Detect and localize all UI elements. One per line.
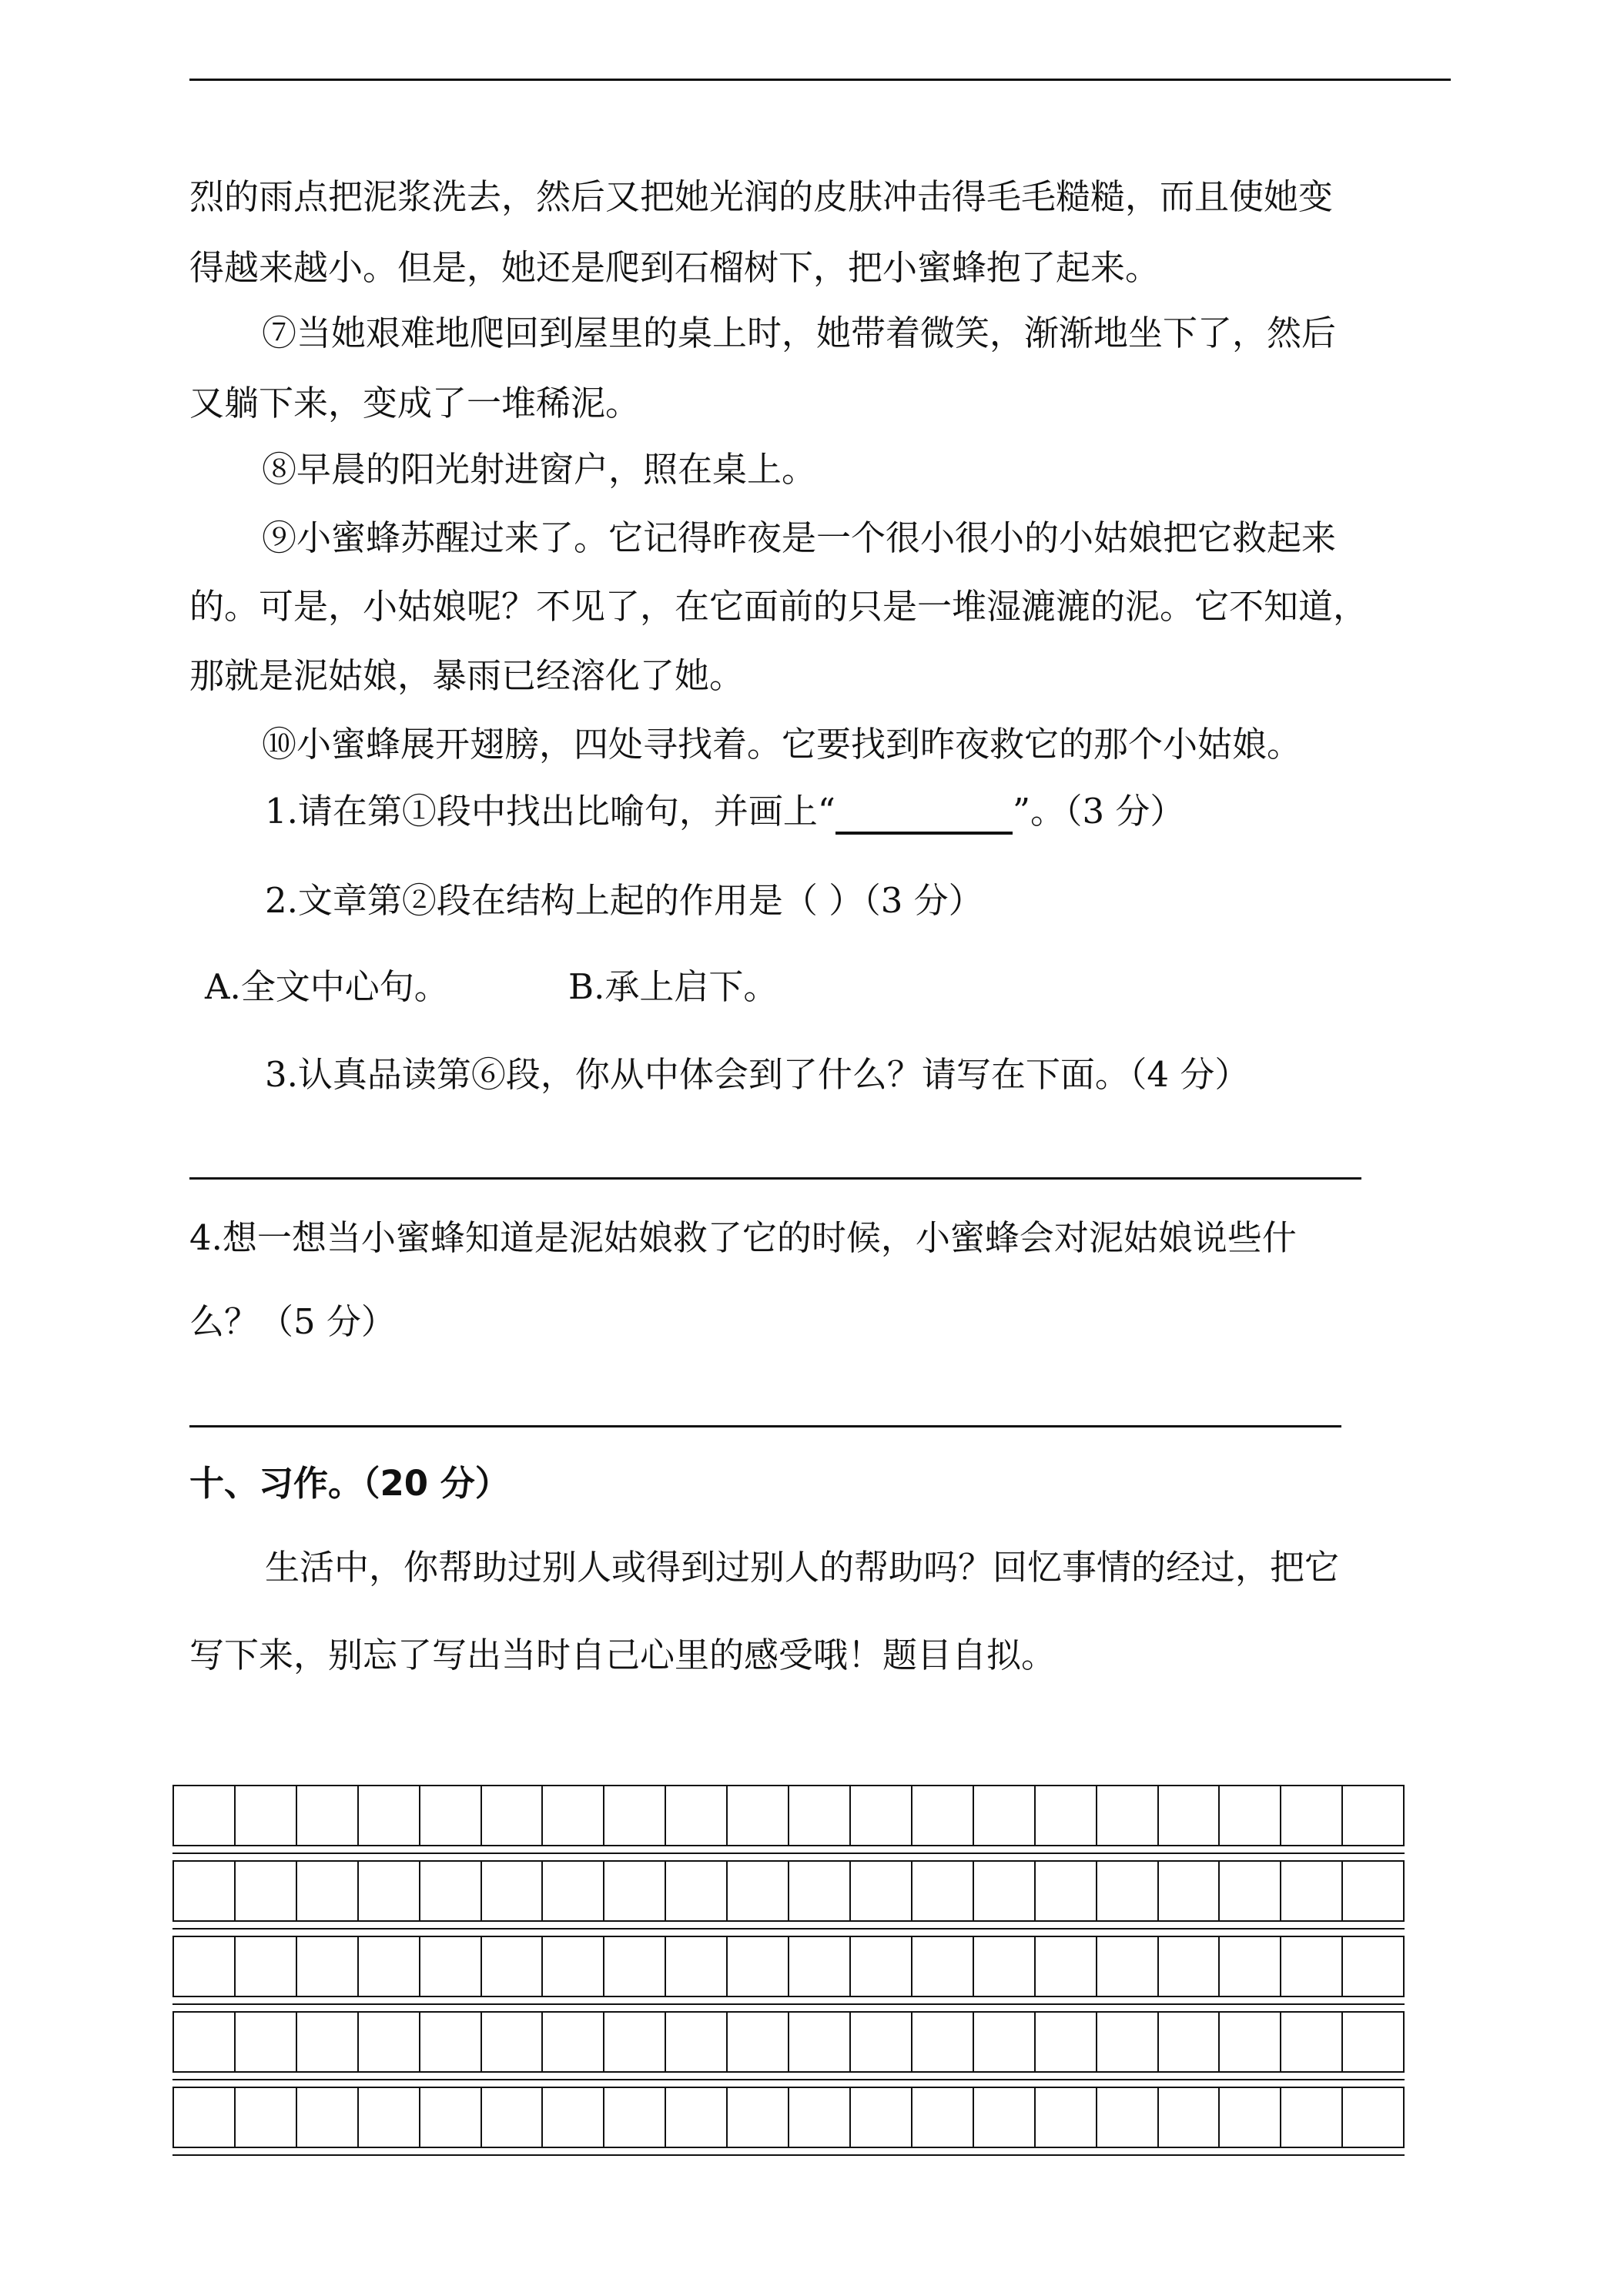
grid-cell[interactable] [974,2013,1036,2071]
underline-sample [835,798,1013,835]
grid-cell[interactable] [1220,1937,1281,1996]
grid-cell[interactable] [482,2088,544,2147]
grid-cell[interactable] [359,2088,420,2147]
grid-cell[interactable] [666,2013,728,2071]
grid-cell[interactable] [420,2088,482,2147]
grid-cell[interactable] [604,1862,666,1920]
grid-row [172,1860,1405,1936]
grid-cell[interactable] [974,2088,1036,2147]
grid-cell[interactable] [1036,2013,1097,2071]
grid-row [172,1785,1405,1860]
grid-cells[interactable] [172,1785,1405,1846]
grid-cell[interactable] [851,1937,912,1996]
grid-cells[interactable] [172,2011,1405,2073]
grid-cell[interactable] [236,1937,297,1996]
grid-cell[interactable] [1220,2013,1281,2071]
question-1 [265,788,1184,835]
grid-cell[interactable] [543,2088,604,2147]
grid-cell[interactable] [420,1862,482,1920]
grid-cell[interactable] [789,2088,851,2147]
grid-cell[interactable] [974,1937,1036,1996]
grid-cell[interactable] [420,1937,482,1996]
grid-cell[interactable] [297,2013,359,2071]
grid-separator [172,2079,1405,2080]
grid-cell[interactable] [1097,1862,1159,1920]
grid-cell[interactable] [1036,2088,1097,2147]
grid-cell[interactable] [1281,1937,1343,1996]
passage-line: 那就是泥姑娘，暴雨已经溶化了她。 [189,655,745,696]
header-rule [189,79,1451,81]
grid-cell[interactable] [1097,2013,1159,2071]
paragraph-7: ⑦当她艰难地爬回到屋里的桌上时，她带着微笑，渐渐地坐下了，然后 [262,313,1337,353]
grid-cell[interactable] [174,1786,236,1845]
grid-separator [172,1928,1405,1930]
question-4: 4.想一想当小蜜蜂知道是泥姑娘救了它的时候，小蜜蜂会对泥姑娘说些什 [189,1217,1297,1258]
grid-cell[interactable] [482,1786,544,1845]
answer-line-q4[interactable] [189,1425,1341,1427]
grid-cells[interactable] [172,2087,1405,2148]
option-b: B.承上启下。 [568,966,779,1007]
grid-cell[interactable] [482,2013,544,2071]
grid-cell[interactable] [297,1786,359,1845]
grid-cell[interactable] [359,1862,420,1920]
composition-prompt: 生活中，你帮助过别人或得到过别人的帮助吗？回忆事情的经过，把它 [265,1547,1340,1588]
grid-cell[interactable] [604,1937,666,1996]
grid-cell[interactable] [482,1862,544,1920]
grid-cell[interactable] [420,2013,482,2071]
grid-cell[interactable] [359,2013,420,2071]
paragraph-10: ⑩小蜜蜂展开翅膀，四处寻找着。它要找到昨夜救它的那个小姑娘。 [262,724,1302,765]
grid-cell[interactable] [1036,1862,1097,1920]
grid-cell[interactable] [420,1786,482,1845]
grid-cell[interactable] [851,1786,912,1845]
composition-prompt-cont: 写下来，别忘了写出当时自己心里的感受哦！题目自拟。 [189,1635,1056,1675]
grid-cells[interactable] [172,1860,1405,1922]
grid-cell[interactable] [604,2013,666,2071]
grid-cell[interactable] [728,1862,789,1920]
grid-cell[interactable] [666,1862,728,1920]
grid-cell[interactable] [359,1937,420,1996]
grid-cell[interactable] [174,2088,236,2147]
grid-cell[interactable] [666,2088,728,2147]
grid-cell[interactable] [1281,2013,1343,2071]
grid-cell[interactable] [1159,1937,1221,1996]
grid-cell[interactable] [789,1786,851,1845]
grid-cell[interactable] [728,1937,789,1996]
grid-cell[interactable] [604,1786,666,1845]
grid-cell[interactable] [1281,1862,1343,1920]
grid-cell[interactable] [359,1786,420,1845]
grid-cell[interactable] [1343,2013,1403,2071]
grid-cell[interactable] [1220,1862,1281,1920]
grid-cell[interactable] [974,1786,1036,1845]
grid-cell[interactable] [1159,1786,1221,1845]
grid-cell[interactable] [851,2088,912,2147]
grid-cell[interactable] [728,2013,789,2071]
grid-cell[interactable] [974,1862,1036,1920]
grid-cell[interactable] [174,1937,236,1996]
grid-cell[interactable] [912,1937,974,1996]
grid-cell[interactable] [543,1786,604,1845]
paragraph-8: ⑧早晨的阳光射进窗户，照在桌上。 [262,449,817,490]
grid-cell[interactable] [666,1786,728,1845]
grid-cell[interactable] [1036,1786,1097,1845]
grid-cell[interactable] [728,2088,789,2147]
grid-cell[interactable] [1343,2088,1403,2147]
grid-cell[interactable] [912,1862,974,1920]
passage-line: 得越来越小。但是，她还是爬到石榴树下，把小蜜蜂抱了起来。 [189,247,1160,288]
grid-cell[interactable] [1281,2088,1343,2147]
writing-grid[interactable] [172,1785,1405,2162]
grid-cell[interactable] [1220,1786,1281,1845]
grid-cell[interactable] [1281,1786,1343,1845]
grid-cell[interactable] [1097,1786,1159,1845]
grid-cell[interactable] [543,1937,604,1996]
grid-cell[interactable] [728,1786,789,1845]
grid-cell[interactable] [1343,1786,1403,1845]
grid-cell[interactable] [297,1862,359,1920]
grid-cells[interactable] [172,1936,1405,1997]
question-3: 3.认真品读第⑥段，你从中体会到了什么？请写在下面。（4 分） [265,1054,1250,1095]
grid-row [172,2087,1405,2162]
grid-cell[interactable] [543,1862,604,1920]
grid-cell[interactable] [789,1862,851,1920]
grid-row [172,2011,1405,2087]
grid-cell[interactable] [297,1937,359,1996]
grid-cell[interactable] [851,2013,912,2071]
grid-cell[interactable] [666,1937,728,1996]
question-1-score: ”。（3 分） [1012,791,1185,832]
grid-cell[interactable] [1343,1862,1403,1920]
grid-cell[interactable] [789,1937,851,1996]
question-1-text: 1.请在第①段中找出比喻句，并画上“ [265,791,835,832]
grid-cell[interactable] [1097,1937,1159,1996]
option-a: A.全文中心句。 [205,966,449,1007]
grid-cell[interactable] [236,2013,297,2071]
grid-separator [172,2003,1405,2005]
grid-cell[interactable] [789,2013,851,2071]
grid-cell[interactable] [1159,2013,1221,2071]
grid-cell[interactable] [1097,2088,1159,2147]
grid-cell[interactable] [912,2013,974,2071]
grid-cell[interactable] [1159,1862,1221,1920]
grid-cell[interactable] [297,2088,359,2147]
paragraph-9: ⑨小蜜蜂苏醒过来了。它记得昨夜是一个很小很小的小姑娘把它救起来 [262,517,1337,558]
grid-row [172,1936,1405,2011]
grid-separator [172,1853,1405,1854]
grid-cell[interactable] [1220,2088,1281,2147]
grid-cell[interactable] [482,1937,544,1996]
grid-cell[interactable] [1036,1937,1097,1996]
grid-cell[interactable] [912,2088,974,2147]
grid-cell[interactable] [236,2088,297,2147]
grid-cell[interactable] [236,1862,297,1920]
grid-cell[interactable] [236,1786,297,1845]
passage-line: 又躺下来，变成了一堆稀泥。 [189,383,641,423]
grid-separator [172,2154,1405,2156]
grid-cell[interactable] [1343,1937,1403,1996]
answer-line-q3[interactable] [189,1177,1361,1180]
passage-line: 烈的雨点把泥浆洗去，然后又把她光润的皮肤冲击得毛毛糙糙，而且使她变 [189,176,1334,217]
question-4-cont: 么？（5 分） [189,1301,396,1342]
grid-cell[interactable] [851,1862,912,1920]
grid-cell[interactable] [174,2013,236,2071]
grid-cell[interactable] [1159,2088,1221,2147]
grid-cell[interactable] [174,1862,236,1920]
question-2: 2.文章第②段在结构上起的作用是（ ）（3 分） [265,880,983,921]
grid-cell[interactable] [604,2088,666,2147]
section-title: 十、习作。（20 分） [189,1463,510,1504]
passage-line: 的。可是，小姑娘呢？不见了，在它面前的只是一堆湿漉漉的泥。它不知道， [189,586,1368,627]
grid-cell[interactable] [543,2013,604,2071]
grid-cell[interactable] [912,1786,974,1845]
